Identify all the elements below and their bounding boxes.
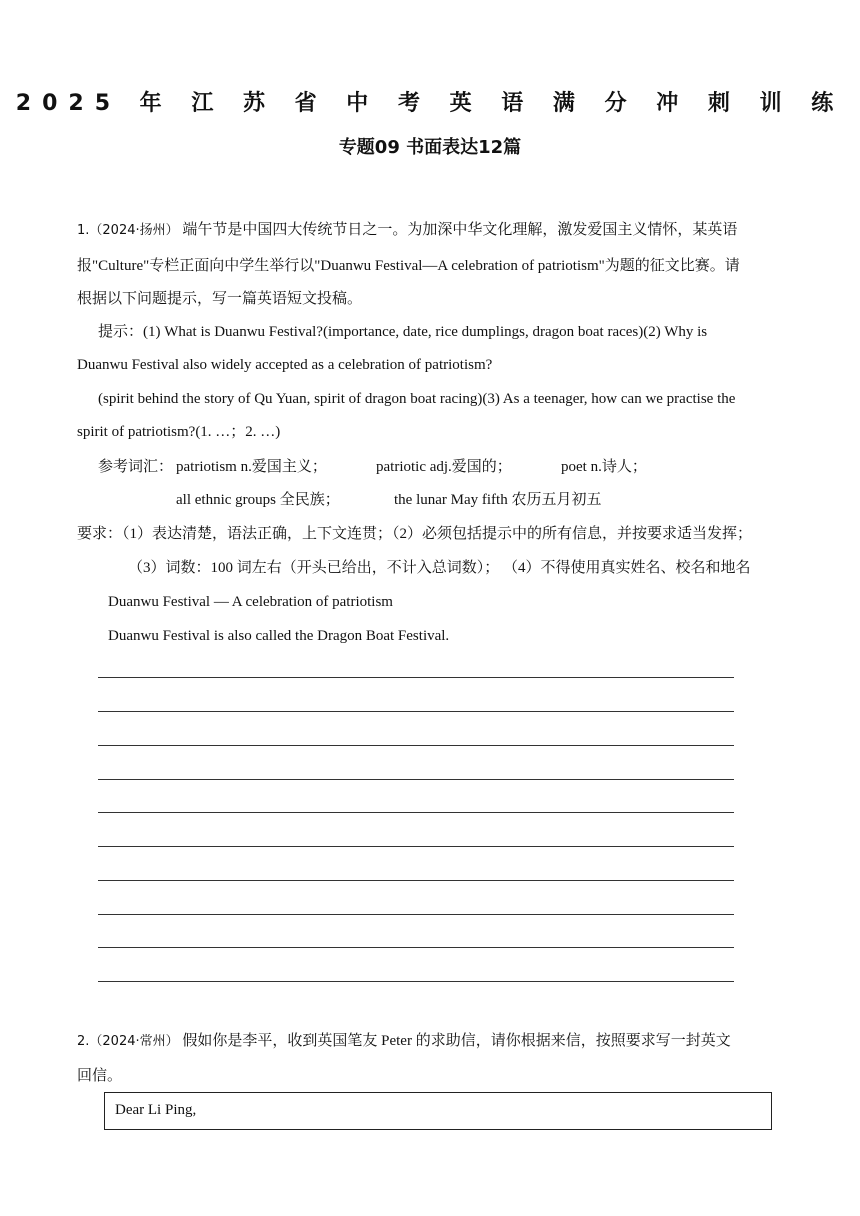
- writing-line[interactable]: [98, 677, 734, 678]
- writing-line[interactable]: [98, 981, 734, 982]
- writing-line[interactable]: [98, 745, 734, 746]
- writing-line[interactable]: [98, 711, 734, 712]
- essay-opening: Duanwu Festival is also called the Dragon Boat Festival.: [108, 628, 450, 644]
- question-1-intro-line-2: 报"Culture"专栏正面向中学生举行以"Duanwu Festival—A celebration of patriotism"为题的征文比赛。请: [77, 258, 740, 274]
- requirement-line-2: （3）词数：100 词左右（开头已给出，不计入总词数）； （4）不得使用真实姓名、校名和地名: [128, 560, 751, 576]
- requirement-line-1: 要求：（1）表达清楚，语法正确，上下文连贯；（2）必须包括提示中的所有信息，并按要求适当发挥；: [77, 526, 753, 542]
- question-2-intro-text: 假如你是李平，收到英国笔友 Peter 的求助信，请你根据来信，按照要求写一封英文: [182, 1033, 731, 1049]
- writing-line[interactable]: [98, 947, 734, 948]
- question-2-number: 2.: [77, 1034, 90, 1049]
- vocab-label: 参考词汇：: [98, 459, 174, 475]
- question-1-intro-line-3: 根据以下问题提示，写一篇英语短文投稿。: [77, 291, 363, 307]
- vocab-item-4: all ethnic groups 全民族；: [176, 492, 340, 508]
- question-2-source: （2024·常州）: [89, 1034, 179, 1049]
- vocab-item-5: the lunar May fifth 农历五月初五: [394, 492, 602, 508]
- letter-box: [104, 1092, 772, 1130]
- writing-line[interactable]: [98, 846, 734, 847]
- vocab-item-2: patriotic adj.爱国的；: [376, 459, 512, 475]
- question-2-intro-line-1: [77, 1031, 731, 1052]
- document-subtitle: 专题09 书面表达12篇: [338, 137, 522, 158]
- question-2-intro-line-2: 回信。: [77, 1068, 123, 1084]
- writing-line[interactable]: [98, 812, 734, 813]
- writing-line[interactable]: [98, 880, 734, 881]
- document-title: 2025 年 江 苏 省 中 考 英 语 满 分 冲 刺 训 练: [15, 91, 845, 116]
- question-1-hint-line-1: 提示：(1) What is Duanwu Festival?(importance, date, rice dumplings, dragon boat races)(2) Why is: [98, 324, 708, 340]
- question-1-hint-line-3: (spirit behind the story of Qu Yuan, spirit of dragon boat racing)(3) As a teenager, how can we practise the: [98, 391, 736, 407]
- question-1-intro-line-1: [77, 220, 737, 241]
- question-1-source: （2024·扬州）: [89, 223, 179, 238]
- essay-title: Duanwu Festival — A celebration of patriotism: [108, 594, 393, 610]
- vocab-item-3: poet n.诗人；: [561, 459, 647, 475]
- letter-greeting: Dear Li Ping,: [115, 1102, 197, 1118]
- writing-line[interactable]: [98, 779, 734, 780]
- question-1-number: 1.: [77, 223, 90, 238]
- question-1-hint-line-4: spirit of patriotism?(1. …；2. …): [77, 424, 281, 440]
- writing-line[interactable]: [98, 914, 734, 915]
- vocab-item-1: patriotism n.爱国主义；: [176, 459, 327, 475]
- question-1-hint-line-2: Duanwu Festival also widely accepted as a celebration of patriotism?: [77, 357, 493, 373]
- question-1-intro-text: 端午节是中国四大传统节日之一。为加深中华文化理解，激发爱国主义情怀，某英语: [182, 222, 738, 238]
